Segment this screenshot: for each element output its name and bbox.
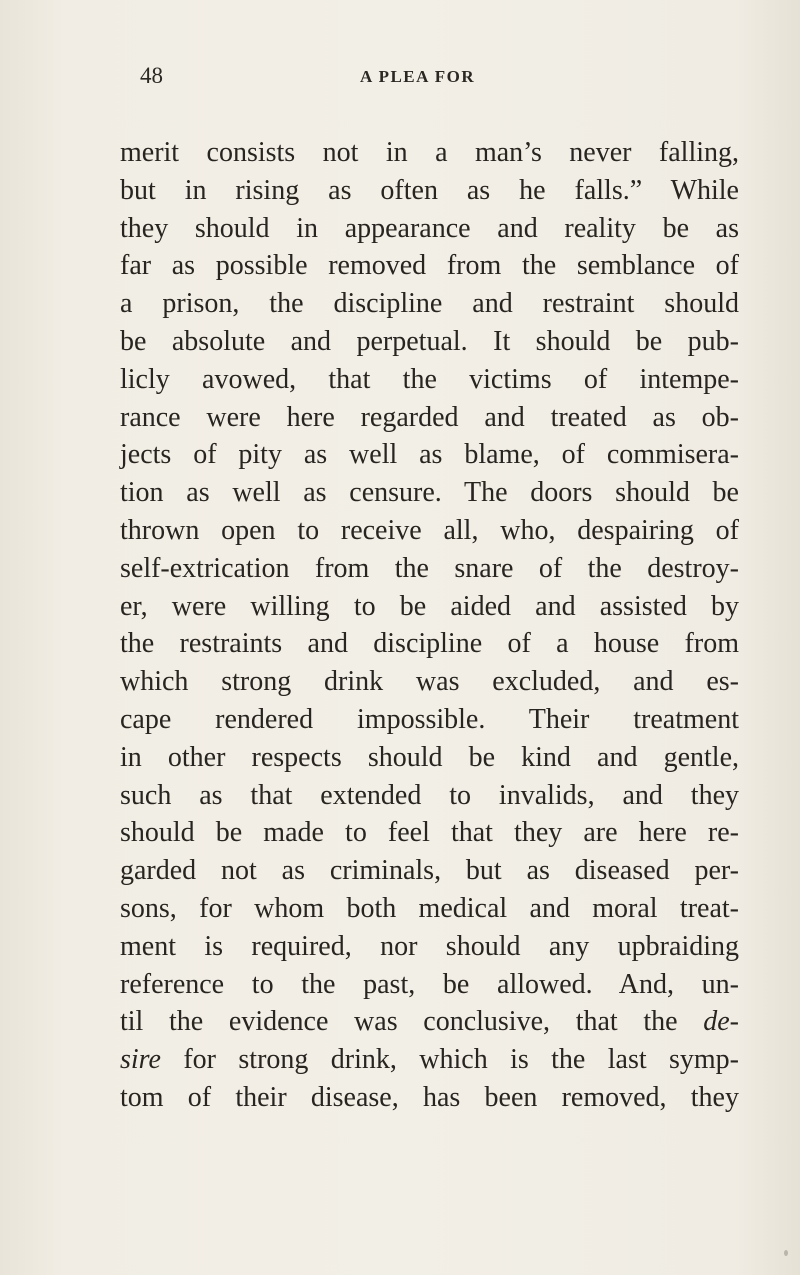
text-line: garded not as criminals, but as diseased per- (120, 855, 739, 887)
running-head: A PLEA FOR (360, 67, 476, 86)
text-line: be absolute and perpetual. It should be pub- (120, 325, 739, 357)
body-text (120, 134, 739, 1117)
text-line: which strong drink was excluded, and es- (120, 666, 739, 698)
text-line: jects of pity as well as blame, of commisera- (120, 439, 739, 471)
text-line: rance were here regarded and treated as ob- (120, 401, 739, 433)
text-line: thrown open to receive all, who, despairing of (120, 514, 739, 546)
text-line: er, were willing to be aided and assisted by (120, 590, 739, 622)
text-line: in other respects should be kind and gentle, (120, 741, 739, 773)
italic-word: sire (120, 1044, 161, 1076)
text-line: but in rising as often as he falls.” While (120, 174, 739, 206)
text-line: tom of their disease, has been removed, they (120, 1081, 739, 1113)
text-line: cape rendered impossible. Their treatment (120, 703, 739, 735)
text-line: licly avowed, that the victims of intempe- (120, 363, 739, 395)
text-line: ment is required, nor should any upbraiding (120, 930, 739, 962)
text-line-segment: for strong drink, which is the last symp- (183, 1044, 739, 1076)
text-line-segment: til the evidence was conclusive, that the (120, 1006, 678, 1038)
text-line: the restraints and discipline of a house from (120, 628, 739, 660)
text-line: such as that extended to invalids, and they (120, 779, 739, 811)
text-line: should be made to feel that they are here re- (120, 817, 739, 849)
text-line-with-italic (120, 1041, 739, 1079)
italic-word: de- (703, 1006, 740, 1038)
text-line: self-extrication from the snare of the destroy- (120, 552, 739, 584)
text-line: tion as well as censure. The doors should be (120, 477, 739, 509)
page-header (120, 63, 720, 93)
text-line: they should in appearance and reality be as (120, 212, 739, 244)
text-line: a prison, the discipline and restraint should (120, 288, 739, 320)
paper-blemish (784, 1250, 788, 1256)
text-line: far as possible removed from the semblance of (120, 250, 739, 282)
text-line-with-italic (120, 1003, 739, 1041)
text-line: reference to the past, be allowed. And, un- (120, 968, 739, 1000)
text-line: merit consists not in a man’s never falling, (120, 137, 739, 168)
page-number: 48 (140, 63, 163, 88)
text-line: sons, for whom both medical and moral treat- (120, 892, 739, 924)
